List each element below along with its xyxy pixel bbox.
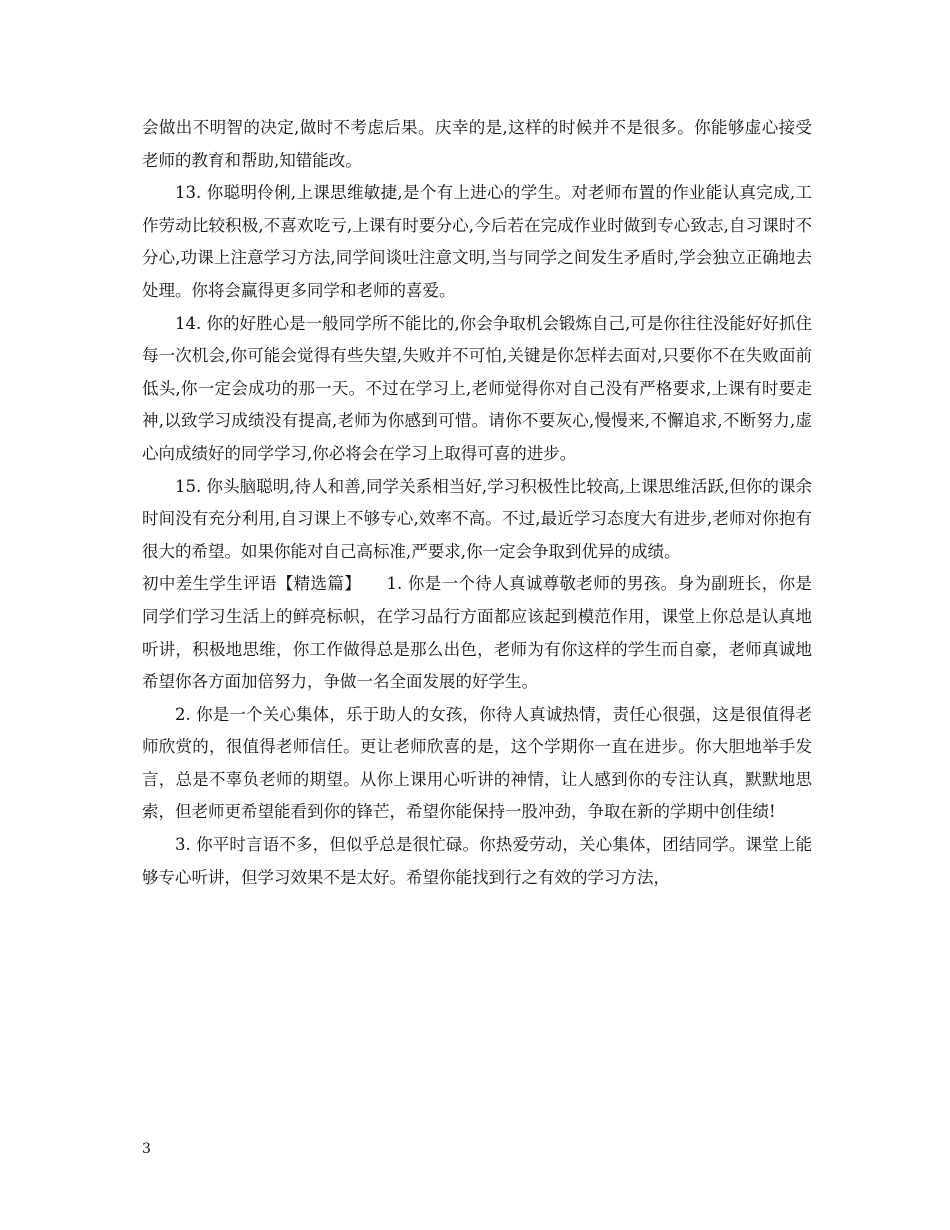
paragraph-comment-15: 15. 你头脑聪明,待人和善,同学关系相当好,学习积极性比较高,上课思维活跃,但你的课余时间没有充分利用,自习课上不够专心,效率不高。不过,最近学习态度大有进步,老师对你抱有很大的希望。如果你能对自己高标准,严要求,你一定会争取到优异的成绩。 (142, 476, 812, 561)
paragraph-comment-2: 2. 你是一个关心集体，乐于助人的女孩，你待人真诚热情，责任心很强，这是很值得老师欣赏的，很值得老师信任。更让老师欣喜的是，这个学期你一直在进步。你大胆地举手发言，总是不辜负老师的期望。从你上课用心听讲的神情，让人感到你的专注认真，默默地思索，但老师更希望能看到你的锋芒，希望你能保持一股冲劲，争取在新的学期中创佳绩! (142, 704, 812, 822)
paragraph-comment-3: 3. 你平时言语不多，但似乎总是很忙碌。你热爱劳动，关心集体，团结同学。课堂上能够专心听讲，但学习效果不是太好。希望你能找到行之有效的学习方法， (142, 835, 812, 887)
document-body (142, 112, 812, 894)
paragraph-continuation: 会做出不明智的决定,做时不考虑后果。庆幸的是,这样的时候并不是很多。你能够虚心接受老师的教育和帮助,知错能改。 (142, 118, 812, 170)
paragraph-section-selected-1: 初中差生学生评语【精选篇】 1. 你是一个待人真诚尊敬老师的男孩。身为副班长，你是同学们学习生活上的鲜亮标帜，在学习品行方面都应该起到模范作用，课堂上你总是认真地听讲，积极地思维，你工作做得总是那么出色，老师为有你这样的学生而自豪，老师真诚地希望你各方面加倍努力，争做一名全面发展的好学生。 (142, 574, 812, 692)
paragraph-comment-14: 14. 你的好胜心是一般同学所不能比的,你会争取机会锻炼自己,可是你往往没能好好抓住每一次机会,你可能会觉得有些失望,失败并不可怕,关键是你怎样去面对,只要你不在失败面前低头,你一定会成功的那一天。不过在学习上,老师觉得你对自己没有严格要求,上课有时要走神,以致学习成绩没有提高,老师为你感到可惜。请你不要灰心,慢慢来,不懈追求,不断努力,虚心向成绩好的同学学习,你必将会在学习上取得可喜的进步。 (142, 313, 812, 463)
page-number: 3 (142, 1141, 151, 1157)
paragraph-comment-13: 13. 你聪明伶俐,上课思维敏捷,是个有上进心的学生。对老师布置的作业能认真完成,工作劳动比较积极,不喜欢吃亏,上课有时要分心,今后若在完成作业时做到专心致志,自习课时不分心,功课上注意学习方法,同学间谈吐注意文明,当与同学之间发生矛盾时,学会独立正确地去处理。你将会赢得更多同学和老师的喜爱。 (142, 183, 812, 300)
